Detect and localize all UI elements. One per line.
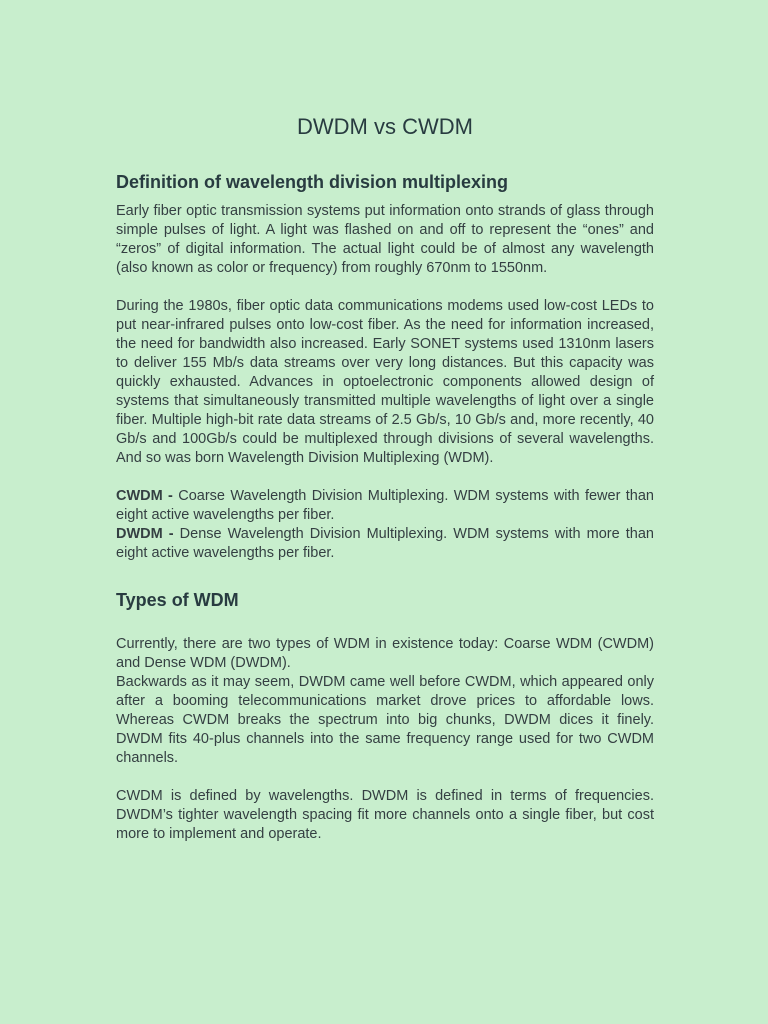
section-heading-definition: Definition of wavelength division multiplexing [116,172,509,192]
paragraph-early-fiber: Early fiber optic transmission systems put information onto strands of glass through simple pulses of light. A light was flashed on and off to represent the “ones” and “zeros” of digital information. The actual light could be of almost any wavelength (also known as color or frequency) from roughly 670nm to 1550nm. [116,203,654,276]
paragraph-backwards: Backwards as it may seem, DWDM came well before CWDM, which appeared only after a booming telecommunications market drove prices to affordable lows. Whereas CWDM breaks the spectrum into big chunks, DWDM dices it finely. DWDM fits 40-plus channels into the same frequency range used for two CWDM channels. [116,674,654,766]
dwdm-definition [116,525,654,563]
cwdm-term: CWDM - [116,488,173,504]
dwdm-description: Dense Wavelength Division Multiplexing. WDM systems with more than eight active wavelengths per fiber. [116,526,654,561]
document-title: DWDM vs CWDM [297,114,473,139]
paragraph-1980s: During the 1980s, fiber optic data communications modems used low-cost LEDs to put near-infrared pulses onto low-cost fiber. As the need for information increased, the need for bandwidth also increased. Early SONET systems used 1310nm lasers to deliver 155 Mb/s data streams over very long distances. But this capacity was quickly exhausted. Advances in optoelectronic components allowed design of systems that simultaneously transmitted multiple wavelengths of light over a single fiber. Multiple high-bit rate data streams of 2.5 Gb/s, 10 Gb/s and, more recently, 40 Gb/s and 100Gb/s could be multiplexed through divisions of several wavelengths. And so was born Wavelength Division Multiplexing (WDM). [116,298,654,466]
cwdm-description: Coarse Wavelength Division Multiplexing. WDM systems with fewer than eight active wavelengths per fiber. [116,488,654,523]
paragraph-wavelengths-frequencies: CWDM is defined by wavelengths. DWDM is defined in terms of frequencies. DWDM’s tighter wavelength spacing fit more channels onto a single fiber, but cost more to implement and operate. [116,788,654,842]
paragraph-types-currently: Currently, there are two types of WDM in existence today: Coarse WDM (CWDM) and Dense WDM (DWDM). [116,636,654,671]
dwdm-term: DWDM - [116,526,174,542]
cwdm-definition [116,487,654,525]
section-heading-types: Types of WDM [116,590,239,610]
